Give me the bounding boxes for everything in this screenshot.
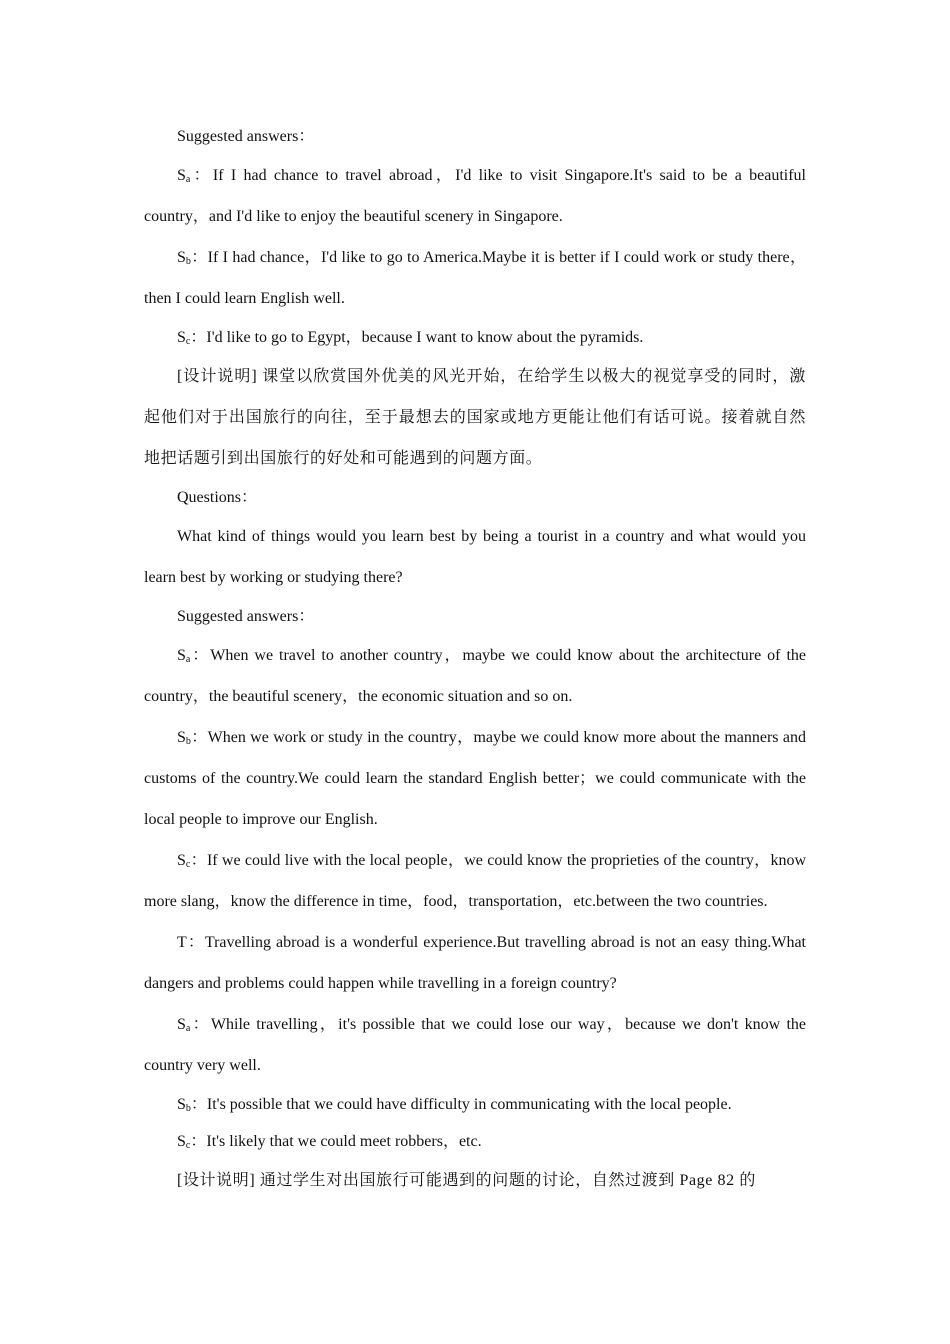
- speaker-subscript: a: [185, 174, 191, 185]
- answer-text: ：I'd like to go to Egypt，because I want to know about the pyramids.: [190, 329, 644, 346]
- answer-sc: [144, 1123, 806, 1160]
- answer-text: ：If I had chance，I'd like to go to America.Maybe it is better if I could work or study there，then I could learn English well.: [144, 249, 806, 307]
- speaker-subscript: a: [185, 654, 191, 665]
- speaker-subscript: c: [185, 1140, 191, 1151]
- speaker-label: S: [177, 249, 186, 266]
- answer-text: ：When we work or study in the country，maybe we could know more about the manners and customs of the country.We could learn the standard English better；we could communicate with the local people to improve our English.: [144, 729, 806, 828]
- answer-sb: [144, 717, 806, 840]
- document-body: [144, 118, 806, 1201]
- answer-text: ：It's likely that we could meet robbers，etc.: [190, 1133, 482, 1150]
- answer-sa: [144, 1004, 806, 1086]
- design-note: [设计说明] 课堂以欣赏国外优美的风光开始，在给学生以极大的视觉享受的同时，激起他们对于出国旅行的向往，至于最想去的国家或地方更能让他们有话可说。接着就自然地把话题引到出国旅行的好处和可能遇到的问题方面。: [144, 368, 806, 467]
- answer-sb: [144, 237, 806, 319]
- design-note: [设计说明] 通过学生对出国旅行可能遇到的问题的讨论，自然过渡到 Page 82 的: [177, 1172, 756, 1189]
- speaker-label: S: [177, 167, 186, 184]
- speaker-label: S: [177, 852, 186, 869]
- speaker-subscript: b: [185, 736, 191, 747]
- speaker-label: S: [177, 1016, 186, 1033]
- speaker-subscript: a: [185, 1023, 191, 1034]
- speaker-label: S: [177, 1096, 186, 1113]
- speaker-subscript: c: [185, 336, 191, 347]
- answer-text: ：If we could live with the local people，we could know the proprieties of the country，know more slang，know the difference in time，food，transportation，etc.between the two countries.: [144, 852, 806, 910]
- answer-text: ：If I had chance to travel abroad，I'd like to visit Singapore.It's said to be a beautiful country，and I'd like to enjoy the beautiful scenery in Singapore.: [144, 167, 806, 225]
- speaker-label: S: [177, 647, 186, 664]
- speaker-subscript: b: [185, 256, 191, 267]
- suggested-answers-label: Suggested answers：: [177, 608, 315, 625]
- answer-sa: [144, 635, 806, 717]
- answer-sc: [144, 840, 806, 922]
- speaker-subscript: b: [185, 1103, 191, 1114]
- questions-label: Questions：: [177, 489, 258, 506]
- answer-sa: [144, 155, 806, 237]
- speaker-label: S: [177, 1133, 186, 1150]
- answer-sb: [144, 1086, 806, 1123]
- answer-text: ：It's possible that we could have difficulty in communicating with the local people.: [190, 1096, 732, 1113]
- speaker-label: S: [177, 729, 186, 746]
- speaker-subscript: c: [185, 859, 191, 870]
- answer-text: ：While travelling，it's possible that we could lose our way，because we don't know the country very well.: [144, 1016, 806, 1074]
- teacher-prompt: T：Travelling abroad is a wonderful experience.But travelling abroad is not an easy thing.What dangers and problems could happen while travelling in a foreign country?: [144, 934, 806, 992]
- question-text: What kind of things would you learn best by being a tourist in a country and what would you learn best by working or studying there?: [144, 528, 806, 586]
- answer-text: ：When we travel to another country，maybe we could know about the architecture of the country，the beautiful scenery，the economic situation and so on.: [144, 647, 806, 705]
- speaker-label: S: [177, 329, 186, 346]
- suggested-answers-label: Suggested answers：: [177, 128, 315, 145]
- answer-sc: [144, 319, 806, 356]
